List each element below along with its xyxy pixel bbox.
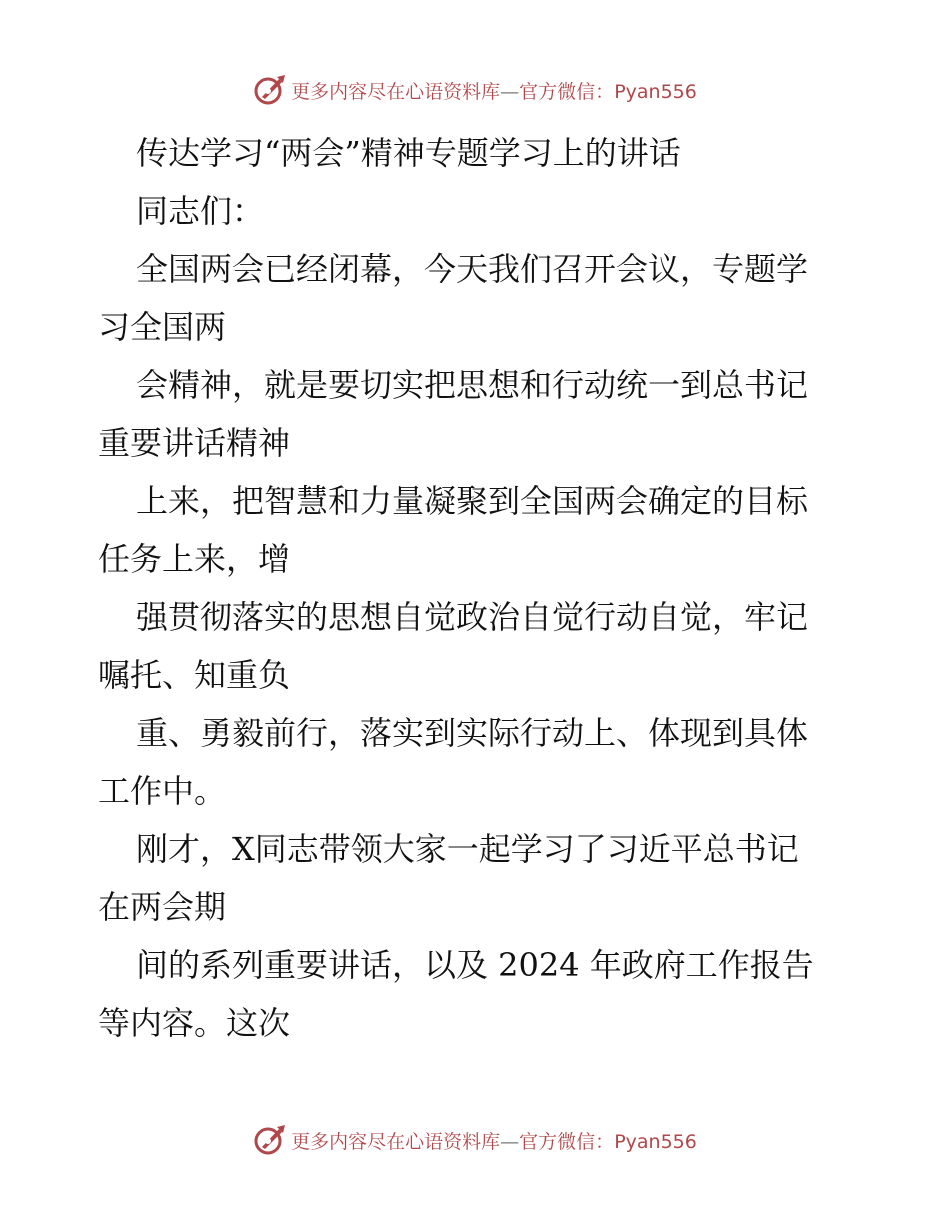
watermark-banner-top	[0, 70, 950, 110]
text-line: 任务上来，增	[98, 540, 291, 578]
watermark-label: 官方微信：	[519, 80, 615, 103]
watermark-label: 官方微信：	[519, 1130, 615, 1153]
text-line: 重、勇毅前行，落实到实际行动上、体现到具体	[136, 714, 809, 752]
text-line: 间的系列重要讲话，以及 2024 年政府工作报告	[136, 946, 814, 984]
watermark-id: Pyan556	[614, 80, 697, 103]
watermark-text	[291, 1127, 697, 1154]
text-line: 工作中。	[98, 772, 227, 810]
watermark-text	[291, 77, 697, 104]
watermark-site: 更多内容尽在心语资料库	[291, 80, 501, 103]
text-line: 强贯彻落实的思想自觉政治自觉行动自觉，牢记	[136, 598, 809, 636]
document-title: 传达学习“两会”精神专题学习上的讲话	[136, 134, 681, 172]
text-line: 同志们：	[136, 192, 265, 230]
text-line: 会精神，就是要切实把思想和行动统一到总书记	[136, 366, 809, 404]
watermark-banner-bottom	[0, 1120, 950, 1160]
feather-seal-logo-icon	[253, 1123, 287, 1157]
watermark-dash: —	[500, 1130, 520, 1153]
text-line: 刚才，X同志带领大家一起学习了习近平总书记	[136, 830, 799, 868]
feather-seal-logo-icon	[253, 73, 287, 107]
text-line: 上来，把智慧和力量凝聚到全国两会确定的目标	[136, 482, 809, 520]
watermark-dash: —	[500, 80, 520, 103]
document-body	[98, 124, 858, 1052]
watermark-site: 更多内容尽在心语资料库	[291, 1130, 501, 1153]
text-line: 嘱托、知重负	[98, 656, 291, 694]
text-line: 等内容。这次	[98, 1004, 291, 1042]
text-line: 习全国两	[98, 308, 227, 346]
text-line: 重要讲话精神	[98, 424, 291, 462]
watermark-id: Pyan556	[614, 1130, 697, 1153]
text-line: 在两会期	[98, 888, 227, 926]
text-line: 全国两会已经闭幕，今天我们召开会议，专题学	[136, 250, 809, 288]
